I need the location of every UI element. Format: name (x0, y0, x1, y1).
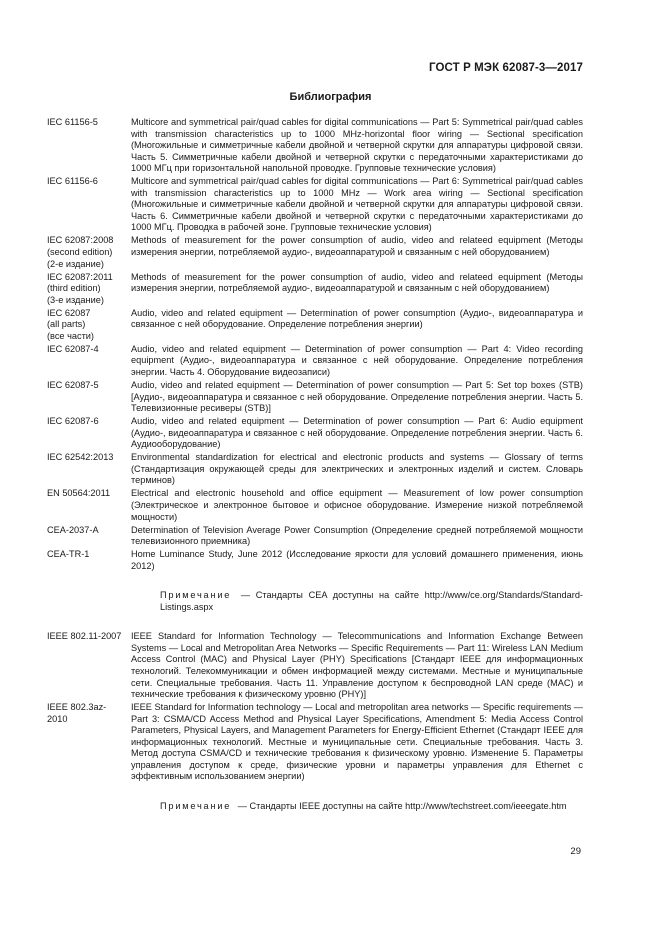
entry-description: Determination of Television Average Power Consumption (Определение средней потребляемой мощности телевизионного приемника) (131, 524, 583, 547)
entry-reference-line: IEC 62087-4 (47, 343, 99, 354)
entry-description: Audio, video and related equipment — Determination of power consumption (Аудио-, видеоаппаратура и связанное с ней оборудование. Определение потребления энергии) (131, 307, 583, 330)
entry-description: Electrical and electronic household and office equipment — Measurement of low power consumption (Электрическое и электронное бытовое и офисное оборудование. Измерение низкой потребляемой мощности) (131, 488, 583, 522)
entry-reference-line: (third edition) (47, 283, 101, 294)
entry-reference-line: 2010 (47, 713, 68, 724)
bibliography-entry (47, 549, 583, 572)
entry-description: Environmental standardization for electrical and electronic products and systems — Glossary of terms (Стандартизация окружающей среды для электрических и электронных изделий и систем. Словарь терминов) (131, 452, 583, 486)
entry-reference-line: IEC 62087-6 (47, 416, 99, 427)
entry-reference (47, 525, 131, 548)
entry-reference (47, 380, 131, 415)
note-label: Примечание (160, 590, 232, 601)
bibliography-entry (47, 702, 583, 783)
entry-reference-line: (3-е издание) (47, 294, 104, 305)
note-text: — Стандарты CEA доступны на сайте http://www/ce.org/Standards/Standard-Listings.aspx (160, 590, 583, 612)
entry-reference-line: IEC 62087-5 (47, 380, 99, 391)
bibliography-entry (47, 117, 583, 175)
entry-reference (47, 344, 131, 379)
entry-reference (47, 702, 131, 783)
entry-reference (47, 272, 131, 307)
bibliography-list (47, 117, 583, 831)
bibliography-entries-group-2 (47, 631, 583, 783)
entry-reference-line: CEA-TR-1 (47, 549, 90, 560)
bibliography-entry (47, 452, 583, 487)
entry-reference (47, 117, 131, 175)
bibliography-entry (47, 235, 583, 270)
entry-reference (47, 631, 131, 700)
entry-reference-line: IEC 62087:2008 (47, 235, 114, 246)
bibliography-entry (47, 176, 583, 234)
entry-reference-line: (2-е издание) (47, 258, 104, 269)
entry-description: Multicore and symmetrical pair/quad cables for digital communications — Part 6: Symmetrical pair/quad cables with transmission characteristics up to 1000 MHz — Work area wiring — Sectional specification (Многожильные и симметричные кабели двойной и четверной скрутки для аппаратуры цифровой связи. Часть 6. Симметричные кабели двойной и четверной скрутки с передаточными характеристиками до 1000 МГц. Проводка в рабочей зоне. Групповые технические условия) (131, 176, 583, 233)
bibliography-entry (47, 344, 583, 379)
note-text: — Стандарты IEEE доступны на сайте http://www/techstreet.com/ieeegate.htm (237, 800, 567, 811)
bibliography-entry (47, 525, 583, 548)
entry-reference-line: IEC 62542:2013 (47, 452, 114, 463)
bibliography-entries-group-1 (47, 117, 583, 572)
note-label: Примечание (160, 800, 232, 811)
entry-reference-line: (all parts) (47, 319, 86, 330)
entry-reference (47, 235, 131, 270)
bibliography-title: Библиография (289, 91, 372, 103)
entry-description: IEEE Standard for Information Technology — Telecommunications and Information Exchange Between Systems — Local and Metropolitan Area Networks — Specific Requirements — Part 11: Wireless LAN Medium Access Control (MAC) and Physical Layer (PHY) Specifications [Стандарт IEEE для информационных технологий. Телекоммуникации и обмен информацией между системами. Местные и муниципальные сети. Специальные требования. Часть 11. Управление доступом к беспроводной LAN среде (MAC) и технические требования к физическому уровню (PHY)] (131, 631, 583, 700)
entry-reference (47, 452, 131, 487)
entry-reference-line: CEA-2037-A (47, 524, 99, 535)
entry-description: IEEE Standard for Information technology — Local and metropolitan area networks — Specific requirements — Part 3: CSMA/CD Access Method and Physical Layer Specifications, Amendment 5: Media Access Control Parameters, Physical Layers, and Management Parameters for Energy-Efficient Ethernet (Стандарт IEEE для информационных технологий. Местные и муниципальные сети. Специальные требования. Часть 3. Метод доступа CSMA/CD и технические требования к физическому уровню. Изменение 5. Параметры управления доступом к среде, физические уровни и параметры управления для Ethernet с эффективным использованием энергии) (131, 702, 583, 782)
entry-description: Audio, video and related equipment — Determination of power consumption — Part 4: Video recording equipment (Аудио-, видеоаппаратура и связанное с ней оборудование. Определение потребления энергии. Часть 4. Оборудование видеозаписи) (131, 343, 583, 377)
entry-reference (47, 308, 131, 343)
bibliography-entry (47, 488, 583, 523)
entry-reference-line: (second edition) (47, 247, 113, 258)
entry-reference-line: IEC 62087:2011 (47, 271, 113, 282)
bibliography-entry (47, 272, 583, 307)
entry-description: Audio, video and related equipment — Determination of power consumption — Part 5: Set top boxes (STB) [Аудио-, видеоаппаратура и связанное с ней оборудование. Определение потребления энергии. Часть 5. Телевизионные ресиверы (STB)] (131, 380, 583, 414)
note-cea (47, 590, 583, 613)
entry-description: Methods of measurement for the power consumption of audio, video and relateed equipment (Методы измерения энергии, потребляемой аудио-, видеоаппаратурой и связанным с ней оборудованием) (131, 271, 583, 294)
entry-reference-line: IEC 62087 (47, 307, 91, 318)
entry-reference (47, 416, 131, 451)
page-number: 29 (570, 846, 581, 857)
entry-description: Methods of measurement for the power consumption of audio, video and relateed equipment (Методы измерения энергии, потребляемой аудио-, видеоаппаратурой и связанным с ней оборудованием) (131, 235, 583, 258)
entry-reference-line: EN 50564:2011 (47, 488, 111, 499)
bibliography-entry (47, 308, 583, 343)
bibliography-entry (47, 380, 583, 415)
entry-description: Multicore and symmetrical pair/quad cables for digital communications — Part 5: Symmetrical pair/quad cables with transmission characteristics up to 1000 MHz-horizontal floor wiring — Sectional specification (Многожильные и симметричные кабели двойной и четверной скрутки для аппаратуры цифровой связи. Часть 5. Симметричные кабели двойной и четверной скрутки с передаточными характеристиками до 1000 МГц при горизонтальной напольной проводке. Групповые технические условия) (131, 117, 583, 174)
entry-description: Audio, video and related equipment — Determination of power consumption — Part 6: Audio equipment (Аудио-, видеоаппаратура и связанное с ней оборудование. Определение потребления энергии. Часть 6. Аудиооборудование) (131, 416, 583, 450)
entry-reference (47, 176, 131, 234)
standard-header: ГОСТ Р МЭК 62087-3—2017 (429, 62, 583, 74)
bibliography-entry (47, 416, 583, 451)
entry-reference-line: IEC 61156-5 (47, 117, 98, 127)
entry-reference-line: IEEE 802.3az- (47, 702, 107, 713)
entry-reference-line: (все части) (47, 330, 94, 341)
note-ieee (47, 801, 583, 813)
entry-reference-line: IEEE 802.11-2007 (47, 631, 122, 642)
entry-reference-line: IEC 61156-6 (47, 176, 98, 187)
bibliography-entry (47, 631, 583, 700)
entry-reference (47, 488, 131, 523)
entry-reference (47, 549, 131, 572)
entry-description: Home Luminance Study, June 2012 (Исследование яркости для условий домашнего применения, июнь 2012) (131, 549, 583, 571)
